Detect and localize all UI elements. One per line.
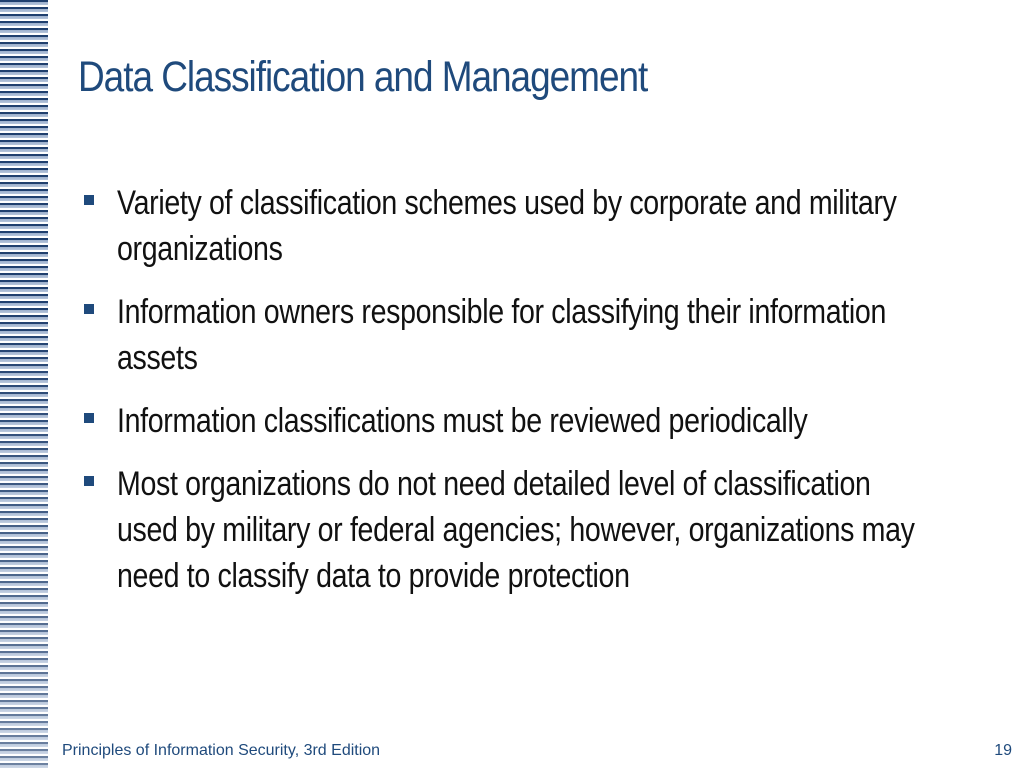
- square-bullet-icon: [84, 195, 94, 205]
- bullet-item: [84, 461, 984, 599]
- square-bullet-icon: [84, 476, 94, 486]
- bullet-text: Information classifications must be reviewed periodically: [117, 402, 808, 440]
- bullet-text: Information owners responsible for classifying their information assets: [117, 293, 887, 377]
- square-bullet-icon: [84, 304, 94, 314]
- bullet-list: [84, 180, 984, 616]
- footer-book-title: Principles of Information Security, 3rd Edition: [62, 742, 381, 759]
- footer-page-number: 19: [994, 742, 1012, 759]
- bullet-item: [84, 180, 984, 272]
- bullet-item: [84, 289, 984, 381]
- decorative-striped-side-bar: [0, 0, 48, 768]
- bullet-text: Most organizations do not need detailed level of classification used by military or federal agencies; however, organizations may need to classify data to provide protection: [117, 465, 915, 595]
- bullet-text: Variety of classification schemes used by corporate and military organizations: [117, 184, 897, 268]
- square-bullet-icon: [84, 413, 94, 423]
- bullet-item: [84, 398, 984, 444]
- slide-title: Data Classification and Management: [78, 53, 648, 101]
